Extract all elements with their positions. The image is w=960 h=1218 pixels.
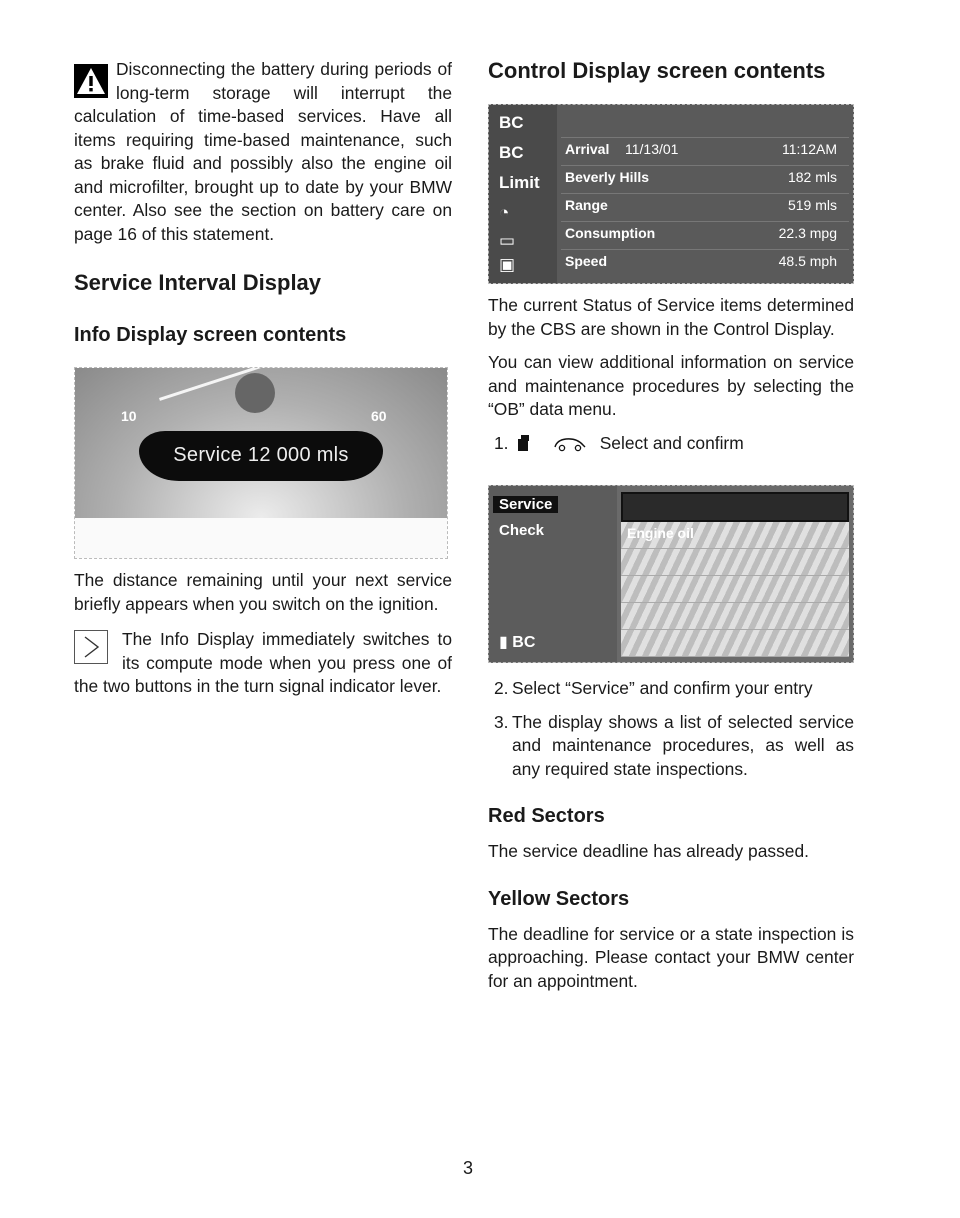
subsection-title-red-sectors: Red Sectors xyxy=(488,805,605,827)
row-label: Beverly Hills xyxy=(565,169,650,185)
subsection-title-yellow-sectors: Yellow Sectors xyxy=(488,887,630,910)
warning-block xyxy=(74,58,452,246)
step-number: 3. xyxy=(494,711,509,732)
step-number: 1. xyxy=(494,432,509,453)
row-value: 182 mls xyxy=(787,169,837,185)
row-value: 11:12AM xyxy=(782,141,837,157)
row-label: Speed xyxy=(565,253,608,269)
right-column xyxy=(488,58,854,993)
menu-list-row xyxy=(621,522,849,549)
instrument-cluster xyxy=(75,368,447,518)
step-2 xyxy=(488,677,854,701)
step-text: Select “Service” and confirm your entry xyxy=(512,678,813,698)
row-label: Arrival xyxy=(565,141,610,157)
step-number: 2. xyxy=(494,678,509,698)
control-row-speed xyxy=(561,249,849,274)
controller-icon xyxy=(518,435,530,452)
yellow-sectors-paragraph: The deadline for service or a state inspection is approaching. Please contact your BMW center for an appointment. xyxy=(488,923,854,991)
tab-bc: BC xyxy=(499,113,524,132)
step-text: The display shows a list of selected service and maintenance procedures, as well as any required state inspections. xyxy=(512,711,854,779)
info-display-screen xyxy=(139,431,383,481)
menu-list-header-row xyxy=(621,492,849,522)
step-text: Select and confirm xyxy=(599,432,744,453)
menu-bottom-label: BC xyxy=(512,634,536,651)
gauge-label-right: 60 xyxy=(371,408,387,424)
car-icon: ▣ xyxy=(499,255,516,274)
page-number: 3 xyxy=(462,1158,473,1178)
menu-list-row xyxy=(621,576,849,603)
row-label: Range xyxy=(565,197,608,213)
menu-sidebar xyxy=(489,486,617,662)
note-block xyxy=(74,628,452,699)
menu-bottom-bc xyxy=(499,632,535,652)
control-row-destination xyxy=(561,165,849,190)
control-row-range xyxy=(561,193,849,218)
menu-list xyxy=(621,492,849,657)
car-menu-icon xyxy=(553,436,587,452)
menu-list-row xyxy=(621,549,849,576)
gauge-label-left: 10 xyxy=(121,408,137,424)
warning-triangle-icon xyxy=(74,64,108,98)
menu-list-row xyxy=(621,630,849,657)
subsection-title-info-display: Info Display screen contents xyxy=(74,324,347,346)
tab-bc-2: BC xyxy=(499,143,524,162)
controller-icon: ▮ xyxy=(499,634,508,651)
menu-item-check: Check xyxy=(499,522,545,539)
menu-list-row xyxy=(621,603,849,630)
row-value: 48.5 mph xyxy=(778,253,837,269)
service-distance-text: Service 12 000 mls xyxy=(173,444,349,466)
gauge-hub xyxy=(235,373,275,413)
left-column xyxy=(74,58,452,699)
row-value: 519 mls xyxy=(787,197,837,213)
control-display-figure xyxy=(488,104,854,284)
status-paragraph: The current Status of Service items determined by the CBS are shown in the Control Display. xyxy=(488,295,854,339)
section-title-service-interval: Service Interval Display xyxy=(74,270,322,295)
display-icon: ▭ xyxy=(499,231,516,250)
row-value: 22.3 mpg xyxy=(778,225,837,241)
menu-row-text: Engine oil xyxy=(627,525,694,541)
distance-paragraph: The distance remaining until your next service briefly appears when you switch on the ignition. xyxy=(74,570,452,614)
control-row-consumption xyxy=(561,221,849,246)
service-menu-figure xyxy=(488,485,854,663)
note-arrow-icon xyxy=(74,630,108,664)
cluster-lower-area xyxy=(75,518,447,558)
additional-info-paragraph: You can view additional information on service and maintenance procedures by selecting the “OB” data menu. xyxy=(488,352,854,419)
control-row-arrival xyxy=(561,137,849,162)
tab-limit: Limit xyxy=(499,173,540,192)
red-sectors-paragraph: The service deadline has already passed. xyxy=(488,841,809,861)
step-3 xyxy=(488,711,854,782)
timer-icon: ◔ xyxy=(499,203,510,222)
menu-item-service: Service xyxy=(493,496,558,513)
step-1 xyxy=(488,432,854,456)
control-display-sidebar xyxy=(489,105,557,283)
info-display-figure xyxy=(74,367,448,559)
warning-text: Disconnecting the battery during periods of long-term storage will interrupt the calculation of time-based services. Have all items requiring time-based maintenance, such as brake fluid and possibly also the engine oil and microfilter, brought up to date by your BMW center. Also see the section on battery care on page 16 of this statement. xyxy=(74,59,452,244)
row-label: Consumption xyxy=(565,225,656,241)
note-text: The Info Display immediately switches to its compute mode when you press one of the two buttons in the turn signal indicator lever. xyxy=(74,629,452,696)
section-title-control-display: Control Display screen contents xyxy=(488,58,826,83)
row-date: 11/13/01 xyxy=(625,141,679,157)
